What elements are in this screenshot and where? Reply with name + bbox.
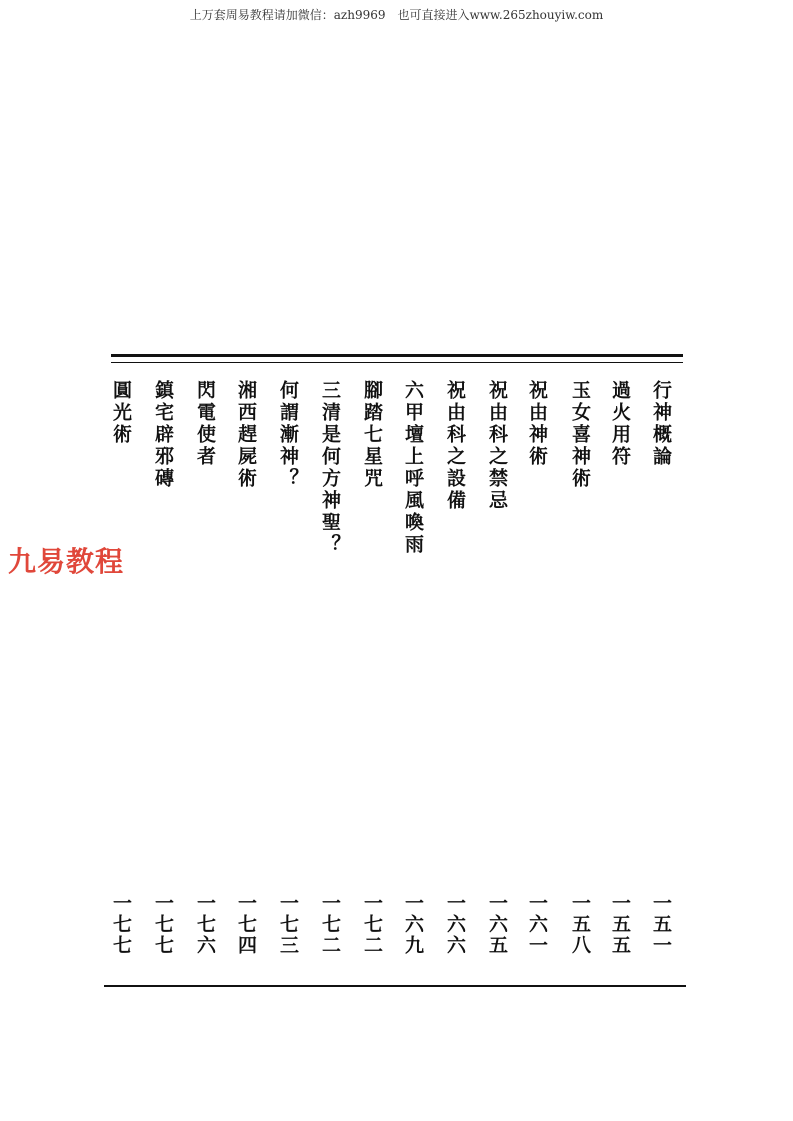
toc-entry-title: 行神概論	[650, 380, 672, 468]
toc-page-number	[440, 893, 470, 956]
toc-entry-page: 一七七	[152, 893, 174, 956]
toc-page-number	[605, 893, 635, 956]
toc-entry	[190, 380, 220, 468]
toc-entry-title: 祝由神術	[526, 380, 548, 468]
toc-entry-title: 祝由科之設備	[444, 380, 466, 512]
toc-entry	[315, 380, 345, 556]
toc-entry	[605, 380, 635, 468]
toc-page-number	[646, 893, 676, 956]
toc-entry-page: 一六九	[402, 893, 424, 956]
toc-entry	[106, 380, 136, 446]
toc-entry-title: 何謂漸神？	[277, 380, 299, 490]
toc-entry-page: 一七二	[319, 893, 341, 956]
toc-page-number	[190, 893, 220, 956]
toc-entry-title: 鎮宅辟邪磚	[152, 380, 174, 490]
toc-entry	[565, 380, 595, 490]
toc-entry-title: 三清是何方神聖？	[319, 380, 341, 556]
toc-page-number	[398, 893, 428, 956]
toc-entry	[273, 380, 303, 490]
toc-entry	[231, 380, 261, 490]
toc-entry-title: 六甲壇上呼風喚雨	[402, 380, 424, 556]
toc-page-number	[482, 893, 512, 956]
toc-entry	[357, 380, 387, 490]
toc-entry	[646, 380, 676, 468]
toc-entry-title: 湘西趕屍術	[235, 380, 257, 490]
toc-entry	[440, 380, 470, 512]
toc-entry-title: 祝由科之禁忌	[486, 380, 508, 512]
toc-entry-page: 一六六	[444, 893, 466, 956]
toc-entry-page: 一六五	[486, 893, 508, 956]
toc-page-number	[273, 893, 303, 956]
toc-entry-title: 過火用符	[609, 380, 631, 468]
toc-entry	[148, 380, 178, 490]
toc-page-number	[522, 893, 552, 956]
toc-entry-page: 一六一	[526, 893, 548, 956]
toc-entry-page: 一五八	[569, 893, 591, 956]
top-rule-thin	[111, 362, 683, 363]
toc-page-number	[315, 893, 345, 956]
toc-entry-page: 一七六	[194, 893, 216, 956]
toc-entry	[522, 380, 552, 468]
toc-entry-page: 一七四	[235, 893, 257, 956]
toc-entry	[398, 380, 428, 556]
toc-page-number	[106, 893, 136, 956]
toc-entry-title: 腳踏七星咒	[361, 380, 383, 490]
toc-page-number	[565, 893, 595, 956]
toc-page-number	[231, 893, 261, 956]
toc-entry-page: 一五一	[650, 893, 672, 956]
top-rule-thick	[111, 354, 683, 357]
toc-entry-title: 閃電使者	[194, 380, 216, 468]
toc-entry-title: 圓光術	[110, 380, 132, 446]
toc-entry-page: 一七三	[277, 893, 299, 956]
toc-entry-page: 一七七	[110, 893, 132, 956]
bottom-rule	[104, 985, 686, 987]
toc-entry-title: 玉女喜神術	[569, 380, 591, 490]
toc-page-number	[148, 893, 178, 956]
watermark-logo: 九易教程	[8, 545, 125, 578]
toc-entry-page: 一七二	[361, 893, 383, 956]
header-text: 上万套周易教程请加微信：azh9969 也可直接进入www.265zhouyiw.com	[189, 8, 604, 22]
toc-entry-page: 一五五	[609, 893, 631, 956]
toc-entry	[482, 380, 512, 512]
toc-page-number	[357, 893, 387, 956]
